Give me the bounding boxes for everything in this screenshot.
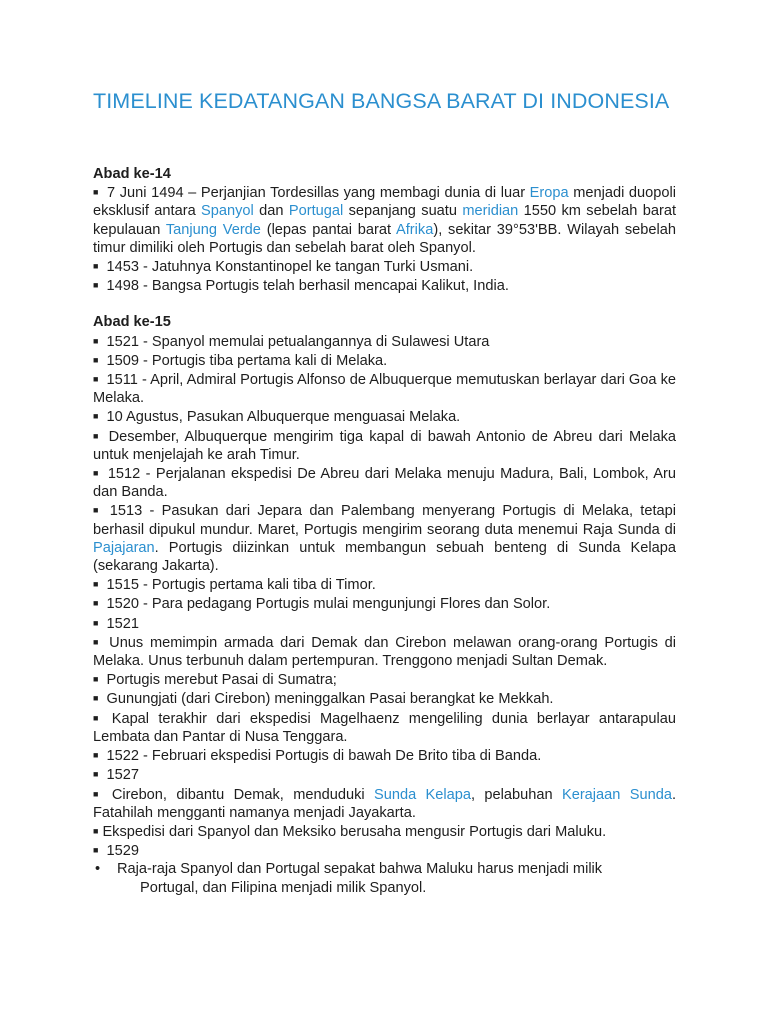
document-title: TIMELINE KEDATANGAN BANGSA BARAT DI INDONESIA xyxy=(93,89,670,113)
item-text: 7 Juni 1494 – Perjanjian Tordesillas yang membagi dunia di luar xyxy=(107,185,530,202)
square-bullet-icon: ■ xyxy=(93,845,99,856)
list-item xyxy=(93,614,676,633)
list-item xyxy=(93,841,676,860)
square-bullet-icon: ■ xyxy=(93,261,99,272)
list-item xyxy=(93,427,676,464)
square-bullet-icon: ■ xyxy=(93,280,99,291)
item-text: sepanjang suatu xyxy=(343,203,463,220)
item-text: 1529 xyxy=(106,843,139,860)
item-text: 1453 - Jatuhnya Konstantinopel ke tangan Turki Usmani. xyxy=(106,259,474,276)
item-text: 1521 xyxy=(106,615,139,632)
item-text: Portugis merebut Pasai di Sumatra; xyxy=(106,672,337,689)
square-bullet-icon: ■ xyxy=(93,187,99,198)
timeline-list xyxy=(93,183,676,295)
item-text: (lepas pantai barat xyxy=(260,221,397,238)
item-text: Kapal terakhir dari ekspedisi Magelhaenz mengeliling dunia berlayar antarapulau Lembata dan Pantar di Nusa Tenggara. xyxy=(93,710,676,745)
link-portugal[interactable]: Portugal xyxy=(288,203,344,220)
link-pajajaran[interactable]: Pajajaran xyxy=(93,539,155,556)
item-text: . Fatahilah mengganti namanya menjadi Jayakarta. xyxy=(93,786,677,821)
list-item xyxy=(93,351,676,370)
square-bullet-icon: ■ xyxy=(93,769,99,780)
item-text: ), sekitar 39°53'BB. Wilayah sebelah timur dimiliki oleh Portugis dan sebelah barat oleh Spanyol. xyxy=(93,221,676,256)
square-bullet-icon: ■ xyxy=(93,636,99,647)
item-text: 1550 km sebelah barat kepulauan xyxy=(93,203,677,238)
list-item xyxy=(93,822,676,841)
item-text: dan xyxy=(253,203,289,220)
list-item xyxy=(93,407,676,426)
list-item xyxy=(93,709,676,746)
square-bullet-icon: ■ xyxy=(93,354,99,365)
square-bullet-icon: ■ xyxy=(93,411,99,422)
item-text: 1520 - Para pedagang Portugis mulai mengunjungi Flores dan Solor. xyxy=(106,596,551,613)
link-eropa[interactable]: Eropa xyxy=(529,185,569,202)
item-text: 1498 - Bangsa Portugis telah berhasil mencapai Kalikut, India. xyxy=(106,278,509,295)
item-text: Desember, Albuquerque mengirim tiga kapal di bawah Antonio de Abreu dari Melaka untuk menjelajah ke arah Timur. xyxy=(93,428,676,463)
list-item xyxy=(93,257,676,276)
item-text: Ekspedisi dari Spanyol dan Meksiko berusaha mengusir Portugis dari Maluku. xyxy=(102,823,607,840)
list-item xyxy=(93,860,676,896)
square-bullet-icon: ■ xyxy=(93,788,99,799)
list-item xyxy=(93,765,676,784)
item-text: 1512 - Perjalanan ekspedisi De Abreu dari Melaka menuju Madura, Bali, Lombok, Aru dan Banda. xyxy=(93,466,676,501)
square-bullet-icon: ■ xyxy=(93,693,99,704)
item-text: 1527 xyxy=(106,767,139,784)
item-text-line: Raja-raja Spanyol dan Portugal sepakat bahwa Maluku harus menjadi milik xyxy=(117,861,603,878)
section-heading: Abad ke-14 xyxy=(93,166,171,182)
square-bullet-icon: ■ xyxy=(93,505,99,516)
square-bullet-icon: ■ xyxy=(93,598,99,609)
list-item xyxy=(93,670,676,689)
square-bullet-icon: ■ xyxy=(93,674,99,685)
item-text: 1511 - April, Admiral Portugis Alfonso de Albuquerque memutuskan berlayar dari Goa ke Melaka. xyxy=(93,372,676,407)
item-text: Unus memimpin armada dari Demak dan Cirebon melawan orang-orang Portugis di Melaka. Unus terbunuh dalam pertempuran. Trenggono menjadi Sultan Demak. xyxy=(93,634,676,670)
square-bullet-icon: ■ xyxy=(93,750,99,761)
section-abad-14 xyxy=(93,165,676,295)
list-item xyxy=(93,464,676,501)
item-text xyxy=(117,860,676,896)
link-spanyol[interactable]: Spanyol xyxy=(201,203,254,220)
item-text: Cirebon, dibantu Demak, menduduki xyxy=(111,786,374,803)
item-text: 1513 - Pasukan dari Jepara dan Palembang menyerang Portugis di Melaka, tetapi berhasil dipukul mundur. Maret, Portugis mengirim seorang duta menemui Raja Sunda di xyxy=(93,503,676,538)
item-text: 1522 - Februari ekspedisi Portugis di bawah De Brito tiba di Banda. xyxy=(106,748,542,765)
list-item xyxy=(93,501,676,575)
list-item xyxy=(93,332,676,351)
item-text: menjadi duopoli eksklusif antara xyxy=(93,185,676,220)
timeline-list xyxy=(93,332,676,897)
section-abad-15 xyxy=(93,313,676,896)
square-bullet-icon: ■ xyxy=(93,579,99,590)
item-text: 1521 - Spanyol memulai petualangannya di Sulawesi Utara xyxy=(106,333,490,350)
list-item xyxy=(93,370,676,407)
list-item xyxy=(93,746,676,765)
item-text: , pelabuhan xyxy=(471,786,562,803)
item-text: 1509 - Portugis tiba pertama kali di Melaka. xyxy=(106,352,388,369)
square-bullet-icon: ■ xyxy=(93,374,99,385)
link-tanjung-verde[interactable]: Tanjung Verde xyxy=(165,221,261,238)
square-bullet-icon: ■ xyxy=(93,468,99,479)
list-item xyxy=(93,785,676,822)
item-text: 10 Agustus, Pasukan Albuquerque menguasai Melaka. xyxy=(106,409,461,426)
list-item xyxy=(93,594,676,613)
document-page xyxy=(93,88,676,897)
link-kerajaan-sunda[interactable]: Kerajaan Sunda xyxy=(561,786,672,803)
square-bullet-icon: ■ xyxy=(93,712,99,723)
item-text: 1515 - Portugis pertama kali tiba di Timor. xyxy=(106,577,376,594)
link-sunda-kelapa[interactable]: Sunda Kelapa xyxy=(373,786,471,803)
item-text: Gunungjati (dari Cirebon) meninggalkan Pasai berangkat ke Mekkah. xyxy=(106,691,554,708)
list-item xyxy=(93,633,676,670)
section-heading: Abad ke-15 xyxy=(93,314,171,331)
square-bullet-icon: ■ xyxy=(93,335,99,346)
list-item xyxy=(93,183,676,257)
square-bullet-icon: ■ xyxy=(93,825,99,836)
square-bullet-icon: ■ xyxy=(93,430,99,441)
square-bullet-icon: ■ xyxy=(93,617,99,628)
list-item xyxy=(93,689,676,708)
item-text: . Portugis diizinkan untuk membangun sebuah benteng di Sunda Kelapa (sekarang Jakarta). xyxy=(93,539,676,575)
dot-bullet-icon: • xyxy=(95,861,101,878)
item-text-line: Portugal, dan Filipina menjadi milik Spanyol. xyxy=(140,879,427,896)
list-item xyxy=(93,575,676,594)
link-meridian[interactable]: meridian xyxy=(462,203,519,220)
link-afrika[interactable]: Afrika xyxy=(396,221,434,238)
list-item xyxy=(93,276,676,295)
